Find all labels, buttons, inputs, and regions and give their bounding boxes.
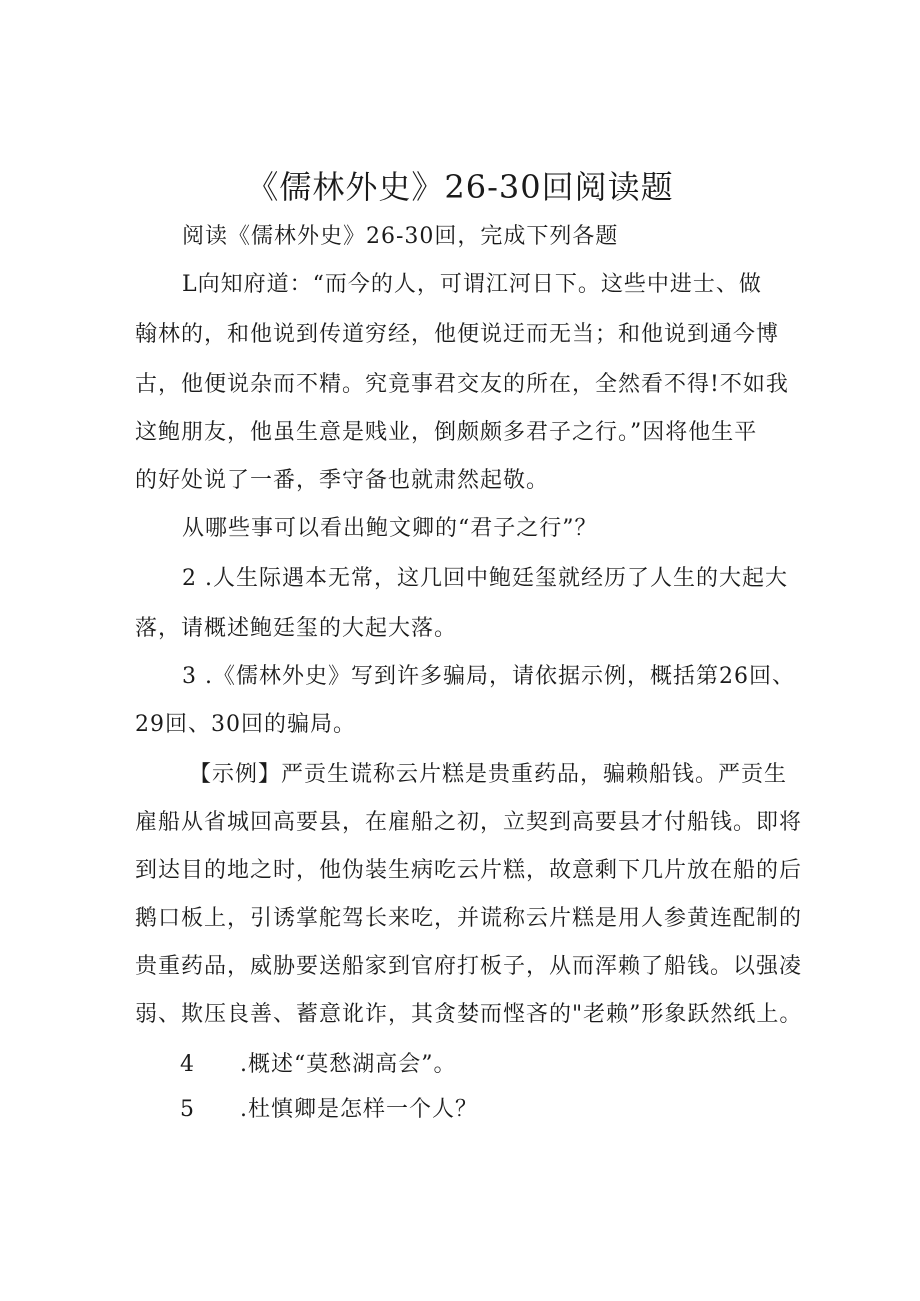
passage-line-2: 翰林的，和他说到传道穷经，他便说迂而无当；和他说到通今博	[135, 322, 780, 347]
example-line-1: 【示例】严贡生谎称云片糕是贵重药品，骗赖船钱。严贡生	[189, 762, 788, 787]
question-3-line-2: 29回、30回的骗局。	[135, 712, 356, 737]
example-line-5: 贵重药品，威胁要送船家到官府打板子，从而浑赖了船钱。以强凌	[135, 954, 803, 979]
passage-line-5: 的好处说了一番，季守备也就肃然起敬。	[135, 468, 550, 493]
passage-line-3: 古，他便说杂而不精。究竟事君交友的所在，全然看不得!不如我	[135, 372, 789, 397]
page-title: 《儒林外史》26-30回阅读题	[246, 168, 674, 206]
question-2-line-2: 落，请概述鲍廷玺的大起大落。	[135, 616, 458, 641]
passage-line-4: 这鲍朋友，他虽生意是贱业，倒颇颇多君子之行。”因将他生平	[135, 420, 758, 445]
question-2-line-1: 2 .人生际遇本无常，这几回中鲍廷玺就经历了人生的大起大	[182, 566, 788, 591]
example-line-2: 雇船从省城回高要县，在雇船之初，立契到高要县才付船钱。即将	[135, 810, 803, 835]
question-4-text: .概述“莫愁湖高会”。	[240, 1052, 457, 1077]
example-line-6: 弱、欺压良善、蓄意讹诈，其贪婪而悭吝的"老赖”形象跃然纸上。	[135, 1002, 803, 1027]
intro-text: 阅读《儒林外史》26-30回，完成下列各题	[182, 224, 619, 249]
question-5-text: .杜慎卿是怎样一个人？	[240, 1097, 478, 1122]
passage-line-1: L向知府道：“而今的人，可谓江河日下。这些中进士、做	[182, 272, 762, 297]
question-5-number: 5	[180, 1097, 194, 1122]
question-3-line-1: 3 .《儒林外史》写到许多骗局，请依据示例，概括第26回、	[182, 664, 795, 689]
question-1: 从哪些事可以看出鲍文卿的“君子之行”？	[182, 516, 598, 541]
example-line-3: 到达目的地之时，他伪装生病吃云片糕，故意剩下几片放在船的后	[135, 858, 803, 883]
example-line-4: 鹅口板上，引诱掌舵驾长来吃，并谎称云片糕是用人参黄连配制的	[135, 906, 803, 931]
question-4-number: 4	[180, 1052, 194, 1077]
